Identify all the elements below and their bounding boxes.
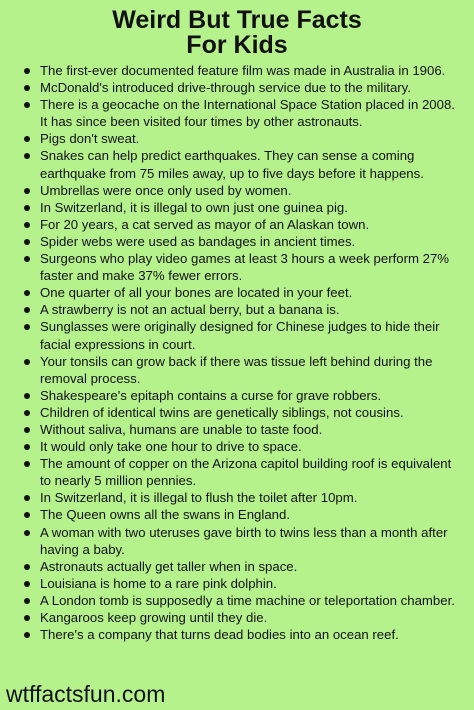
- fact-text: Snakes can help predict earthquakes. They can sense a coming earthquake from 75 miles away, up to five days before it happens.: [40, 148, 424, 181]
- fact-text: Umbrellas were once only used by women.: [40, 182, 292, 198]
- list-item: [22, 96, 456, 130]
- fact-text: In Switzerland, it is illegal to flush the toilet after 10pm.: [40, 490, 358, 506]
- bullet-icon: [24, 222, 30, 228]
- list-item: [22, 421, 456, 438]
- bullet-icon: [24, 290, 30, 296]
- list-item: [22, 524, 456, 558]
- list-item: [22, 79, 456, 96]
- list-item: [22, 301, 456, 318]
- fact-text: A strawberry is not an actual berry, but a banana is.: [40, 302, 340, 318]
- fact-text: In Switzerland, it is illegal to own just one guinea pig.: [40, 199, 348, 215]
- bullet-icon: [24, 239, 30, 245]
- fact-text: The first-ever documented feature film was made in Australia in 1906.: [40, 63, 446, 78]
- list-item: [22, 387, 456, 404]
- list-item: [22, 250, 456, 284]
- bullet-icon: [24, 324, 30, 330]
- fact-text: Louisiana is home to a rare pink dolphin.: [40, 575, 277, 591]
- bullet-icon: [24, 530, 30, 536]
- bullet-icon: [24, 188, 30, 194]
- fact-text: There's a company that turns dead bodies into an ocean reef.: [40, 627, 399, 643]
- list-item: [22, 438, 456, 455]
- bullet-icon: [24, 427, 30, 433]
- list-item: [22, 489, 456, 506]
- list-item: [22, 182, 456, 199]
- page-title: [0, 0, 474, 58]
- site-url: wtffactsfun.com: [6, 681, 166, 707]
- list-item: [22, 233, 456, 250]
- bullet-icon: [24, 495, 30, 501]
- fact-text: One quarter of all your bones are located in your feet.: [40, 285, 353, 301]
- fact-text: Children of identical twins are genetically siblings, not cousins.: [40, 404, 404, 420]
- fact-text: It would only take one hour to drive to space.: [40, 439, 302, 455]
- bullet-icon: [24, 632, 30, 638]
- bullet-icon: [24, 615, 30, 621]
- list-item: [22, 575, 456, 592]
- fact-text: Shakespeare's epitaph contains a curse for grave robbers.: [40, 387, 382, 403]
- bullet-icon: [24, 68, 30, 74]
- list-item: [22, 626, 456, 643]
- list-item: [22, 506, 456, 523]
- fact-text: There is a geocache on the International Space Station placed in 2008. It has since been visited four times by other astronauts.: [40, 97, 455, 130]
- facts-list: [0, 62, 474, 643]
- fact-text: Spider webs were used as bandages in ancient times.: [40, 233, 356, 249]
- bullet-icon: [24, 307, 30, 313]
- list-item: [22, 353, 456, 387]
- bullet-icon: [24, 393, 30, 399]
- bullet-icon: [24, 153, 30, 159]
- bullet-icon: [24, 102, 30, 108]
- list-item: [22, 592, 456, 609]
- fact-text: Without saliva, humans are unable to taste food.: [40, 421, 323, 437]
- fact-text: A London tomb is supposedly a time machine or teleportation chamber.: [40, 592, 455, 608]
- bullet-icon: [24, 410, 30, 416]
- bullet-icon: [24, 564, 30, 570]
- bullet-icon: [24, 359, 30, 365]
- list-item: [22, 558, 456, 575]
- title-line-2: For Kids: [186, 31, 288, 59]
- list-item: [22, 216, 456, 233]
- fact-text: Your tonsils can grow back if there was tissue left behind during the removal process.: [40, 353, 433, 386]
- list-item: [22, 404, 456, 421]
- list-item: [22, 318, 456, 352]
- fact-text: Kangaroos keep growing until they die.: [40, 610, 268, 625]
- bullet-icon: [24, 598, 30, 604]
- bullet-icon: [24, 85, 30, 91]
- fact-text: Astronauts actually get taller when in space.: [40, 558, 298, 574]
- bullet-icon: [24, 512, 30, 518]
- list-item: [22, 62, 456, 79]
- title-line-1: Weird But True Facts: [112, 6, 362, 34]
- fact-text: A woman with two uteruses gave birth to twins less than a month after having a baby.: [40, 524, 448, 557]
- bullet-icon: [24, 205, 30, 211]
- fact-text: Pigs don't sweat.: [40, 131, 140, 147]
- bullet-icon: [24, 581, 30, 587]
- fact-text: Surgeons who play video games at least 3 hours a week perform 27% faster and make 37% fewer errors.: [40, 251, 450, 284]
- bullet-icon: [24, 461, 30, 467]
- list-item: [22, 130, 456, 147]
- fact-text: Sunglasses were originally designed for Chinese judges to hide their facial expressions in court.: [40, 319, 440, 352]
- list-item: [22, 284, 456, 301]
- bullet-icon: [24, 136, 30, 142]
- fact-text: McDonald's introduced drive-through service due to the military.: [40, 80, 411, 96]
- bullet-icon: [24, 256, 30, 262]
- list-item: [22, 609, 456, 626]
- list-item: [22, 199, 456, 216]
- bullet-icon: [24, 444, 30, 450]
- fact-text: The Queen owns all the swans in England.: [40, 507, 290, 523]
- list-item: [22, 147, 456, 181]
- fact-text: For 20 years, a cat served as mayor of an Alaskan town.: [40, 216, 370, 232]
- fact-text: The amount of copper on the Arizona capitol building roof is equivalent to nearly 5 million pennies.: [40, 456, 452, 489]
- list-item: [22, 455, 456, 489]
